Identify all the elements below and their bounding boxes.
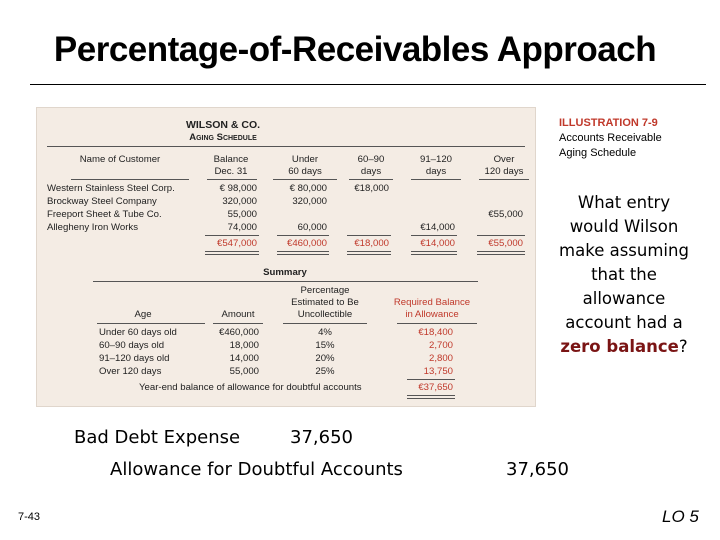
schedule-subtitle: Aging Schedule — [189, 132, 257, 143]
customer-name: Freeport Sheet & Tube Co. — [47, 209, 162, 220]
summary-header-underline — [97, 323, 205, 324]
double-rule — [477, 251, 525, 255]
aging-schedule-panel — [36, 107, 536, 407]
slide-number: 7-43 — [18, 511, 41, 523]
debit-amount: 37,650 — [290, 427, 353, 448]
illustration-line-1: Accounts Receivable — [559, 132, 662, 144]
under60-cell: € 80,000 — [289, 183, 327, 194]
total-rule — [347, 235, 391, 236]
illustration-line-2: Aging Schedule — [559, 147, 637, 159]
summary-footer-label: Year-end balance of allowance for doubtful accounts — [139, 382, 362, 393]
over120-cell: €55,000 — [488, 209, 523, 220]
total-91-120: €14,000 — [420, 238, 455, 249]
credit-account: Allowance for Doubtful Accounts — [110, 459, 403, 480]
total-rule — [411, 235, 457, 236]
summary-col-required: Required Balance in Allowance — [393, 297, 471, 320]
header-underline — [411, 179, 461, 180]
illustration-caption — [559, 116, 662, 161]
col-header-91-120: 91–120 days — [419, 154, 452, 177]
summary-age: Under 60 days old — [99, 327, 177, 338]
summary-heading: Summary — [263, 267, 307, 278]
under60-cell: 320,000 — [292, 196, 327, 207]
summary-total-rule — [407, 379, 455, 380]
double-rule — [205, 251, 259, 255]
summary-pct: 15% — [315, 340, 335, 351]
illustration-label: ILLUSTRATION 7-9 — [559, 117, 658, 129]
summary-total: €37,650 — [418, 382, 453, 393]
summary-col-age: Age — [134, 309, 152, 320]
question-emphasis: zero balance — [560, 337, 679, 356]
col-header-name: Name of Customer — [79, 154, 161, 165]
balance-cell: € 98,000 — [219, 183, 257, 194]
header-underline — [479, 179, 529, 180]
double-rule — [411, 251, 457, 255]
summary-amount: 14,000 — [229, 353, 259, 364]
total-rule — [205, 235, 259, 236]
header-underline — [71, 179, 189, 180]
summary-age: 60–90 days old — [99, 340, 165, 351]
summary-rule — [93, 281, 478, 282]
summary-col-percentage: Percentage Estimated to Be Uncollectible — [291, 285, 359, 320]
summary-pct: 25% — [315, 366, 335, 377]
schedule-company: WILSON & CO. — [185, 119, 261, 131]
col-header-balance: Balance Dec. 31 — [213, 154, 249, 177]
question-text: What entry would Wilson make assuming that the allowance account had a zero balance? — [559, 193, 689, 356]
credit-amount: 37,650 — [506, 459, 569, 480]
summary-amount: 18,000 — [229, 340, 259, 351]
summary-amount: €460,000 — [218, 327, 259, 338]
summary-age: Over 120 days — [99, 366, 162, 377]
header-underline — [207, 179, 257, 180]
customer-name: Western Stainless Steel Corp. — [47, 183, 175, 194]
title-rule — [30, 84, 706, 85]
col-header-60-90: 60–90 days — [357, 154, 385, 177]
summary-amount: 55,000 — [229, 366, 259, 377]
learning-objective: LO 5 — [662, 507, 699, 526]
60-90-cell: €18,000 — [354, 183, 389, 194]
under60-cell: 60,000 — [297, 222, 327, 233]
col-header-over120: Over 120 days — [484, 154, 524, 177]
customer-name: Allegheny Iron Works — [47, 222, 139, 233]
91-120-cell: €14,000 — [420, 222, 455, 233]
total-rule — [277, 235, 329, 236]
total-balance: €547,000 — [216, 238, 257, 249]
summary-req: 13,750 — [423, 366, 453, 377]
summary-age: 91–120 days old — [99, 353, 170, 364]
total-over120: €55,000 — [488, 238, 523, 249]
summary-header-underline — [397, 323, 477, 324]
double-rule — [347, 251, 391, 255]
total-under60: €460,000 — [286, 238, 327, 249]
summary-header-underline — [283, 323, 367, 324]
summary-col-amount: Amount — [221, 309, 255, 320]
header-underline — [273, 179, 337, 180]
slide-title: Percentage-of-Receivables Approach — [53, 30, 657, 69]
summary-pct: 4% — [318, 327, 332, 338]
schedule-top-rule — [47, 146, 525, 147]
header-underline — [349, 179, 393, 180]
summary-header-underline — [213, 323, 263, 324]
customer-name: Brockway Steel Company — [47, 196, 157, 207]
balance-cell: 55,000 — [227, 209, 257, 220]
summary-req: 2,700 — [428, 340, 453, 351]
total-rule — [477, 235, 525, 236]
balance-cell: 74,000 — [227, 222, 257, 233]
summary-req: €18,400 — [418, 327, 453, 338]
debit-account: Bad Debt Expense — [74, 427, 241, 448]
summary-pct: 20% — [315, 353, 335, 364]
summary-double-rule — [407, 395, 455, 399]
total-60-90: €18,000 — [354, 238, 389, 249]
col-header-under60: Under 60 days — [288, 154, 322, 177]
balance-cell: 320,000 — [222, 196, 257, 207]
double-rule — [277, 251, 329, 255]
summary-req: 2,800 — [428, 353, 453, 364]
